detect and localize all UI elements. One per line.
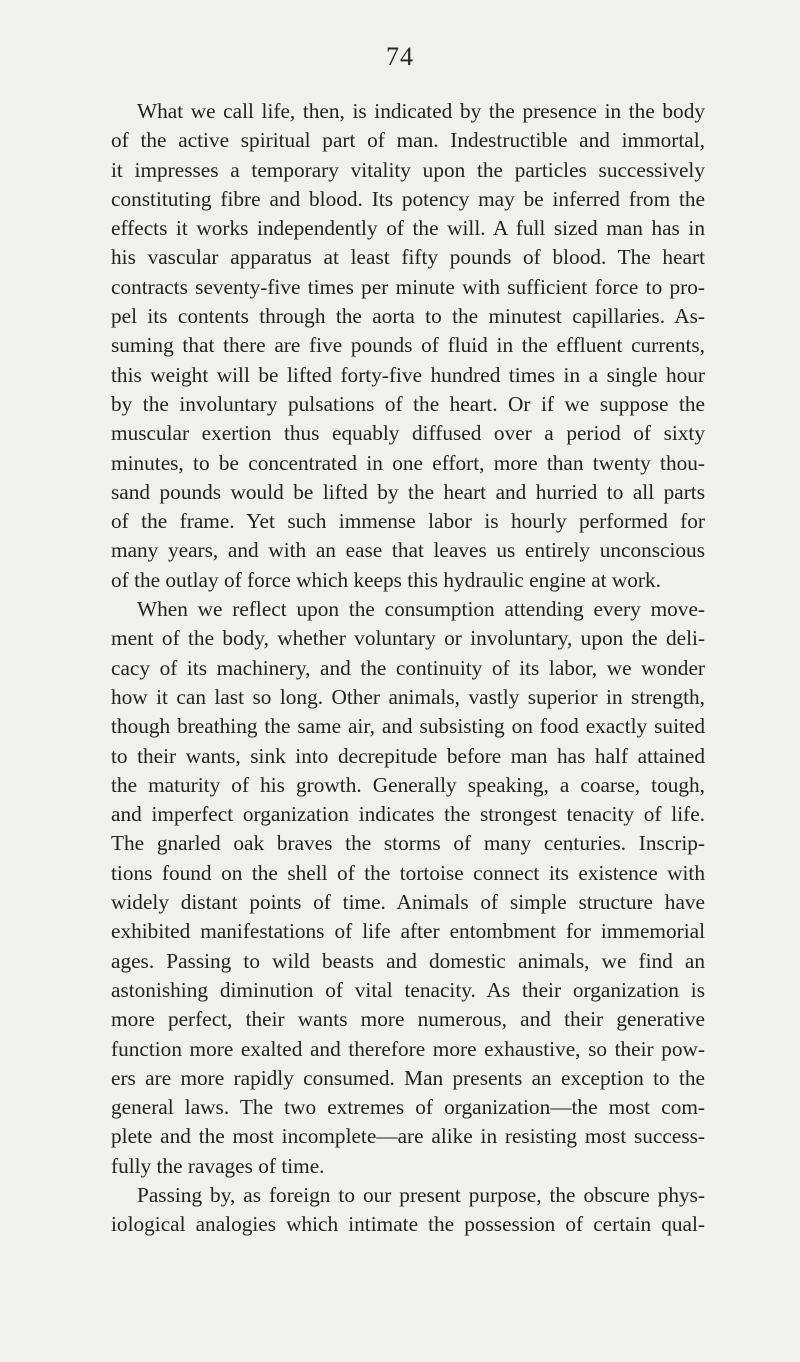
text-line: by the involuntary pulsations of the heart. Or if we suppose the — [111, 391, 705, 416]
text-line: fully the ravages of time. — [111, 1153, 325, 1178]
text-line: ers are more rapidly consumed. Man presents an exception to the — [111, 1065, 705, 1090]
text-line: ment of the body, whether voluntary or involuntary, upon the deli- — [111, 626, 705, 651]
text-line: though breathing the same air, and subsisting on food exactly suited — [111, 714, 705, 739]
text-line: exhibited manifestations of life after entombment for immemorial — [111, 919, 705, 944]
paragraph — [111, 1181, 705, 1240]
text-line: his vascular apparatus at least fifty pounds of blood. The heart — [111, 245, 705, 270]
text-line: iological analogies which intimate the possession of certain qual- — [111, 1212, 705, 1237]
text-line: Passing by, as foreign to our present purpose, the obscure phys- — [137, 1182, 705, 1207]
text-line: minutes, to be concentrated in one effort, more than twenty thou- — [111, 450, 705, 475]
text-line: widely distant points of time. Animals of simple structure have — [111, 890, 705, 915]
page-number: 74 — [386, 42, 414, 71]
text-line: of the active spiritual part of man. Indestructible and immortal, — [111, 128, 705, 153]
text-line: how it can last so long. Other animals, vastly superior in strength, — [111, 684, 705, 709]
text-line: muscular exertion thus equably diffused over a period of sixty — [111, 421, 705, 446]
text-line: constituting fibre and blood. Its potency may be inferred from the — [111, 186, 705, 211]
text-line: What we call life, then, is indicated by the presence in the body — [137, 99, 705, 123]
text-line: sand pounds would be lifted by the heart and hurried to all parts — [111, 479, 705, 504]
text-line: it impresses a temporary vitality upon the particles successively — [111, 157, 705, 182]
text-line: When we reflect upon the consumption attending every move- — [137, 597, 705, 622]
text-line: suming that there are five pounds of fluid in the effluent currents, — [111, 333, 705, 358]
text-line: ages. Passing to wild beasts and domestic animals, we find an — [111, 948, 705, 973]
text-line: cacy of its machinery, and the continuity of its labor, we wonder — [111, 655, 705, 680]
text-line: pel its contents through the aorta to the minutest capillaries. As- — [111, 304, 705, 329]
paragraph — [111, 595, 705, 1181]
text-line: The gnarled oak braves the storms of many centuries. Inscrip- — [111, 831, 705, 856]
text-line: and imperfect organization indicates the strongest tenacity of life. — [111, 802, 705, 827]
text-line: function more exalted and therefore more exhaustive, so their pow- — [111, 1036, 705, 1061]
text-line: many years, and with an ease that leaves us entirely unconscious — [111, 538, 705, 563]
text-line: of the frame. Yet such immense labor is hourly performed for — [111, 509, 705, 534]
text-line: general laws. The two extremes of organization—the most com- — [111, 1095, 705, 1120]
text-line: more perfect, their wants more numerous, and their generative — [111, 1007, 705, 1032]
text-line: the maturity of his growth. Generally speaking, a coarse, tough, — [111, 772, 705, 797]
body-text — [111, 97, 705, 1240]
text-line: effects it works independently of the will. A full sized man has in — [111, 216, 705, 241]
text-line: of the outlay of force which keeps this hydraulic engine at work. — [111, 567, 661, 592]
text-line: astonishing diminution of vital tenacity. As their organization is — [111, 977, 705, 1002]
paragraph — [111, 97, 705, 595]
text-line: this weight will be lifted forty-five hundred times in a single hour — [111, 362, 705, 387]
text-line: tions found on the shell of the tortoise connect its existence with — [111, 860, 705, 885]
text-line: to their wants, sink into decrepitude before man has half attained — [111, 743, 705, 768]
text-line: plete and the most incomplete—are alike in resisting most success- — [111, 1124, 705, 1149]
text-line: contracts seventy-five times per minute with sufficient force to pro- — [111, 274, 705, 299]
